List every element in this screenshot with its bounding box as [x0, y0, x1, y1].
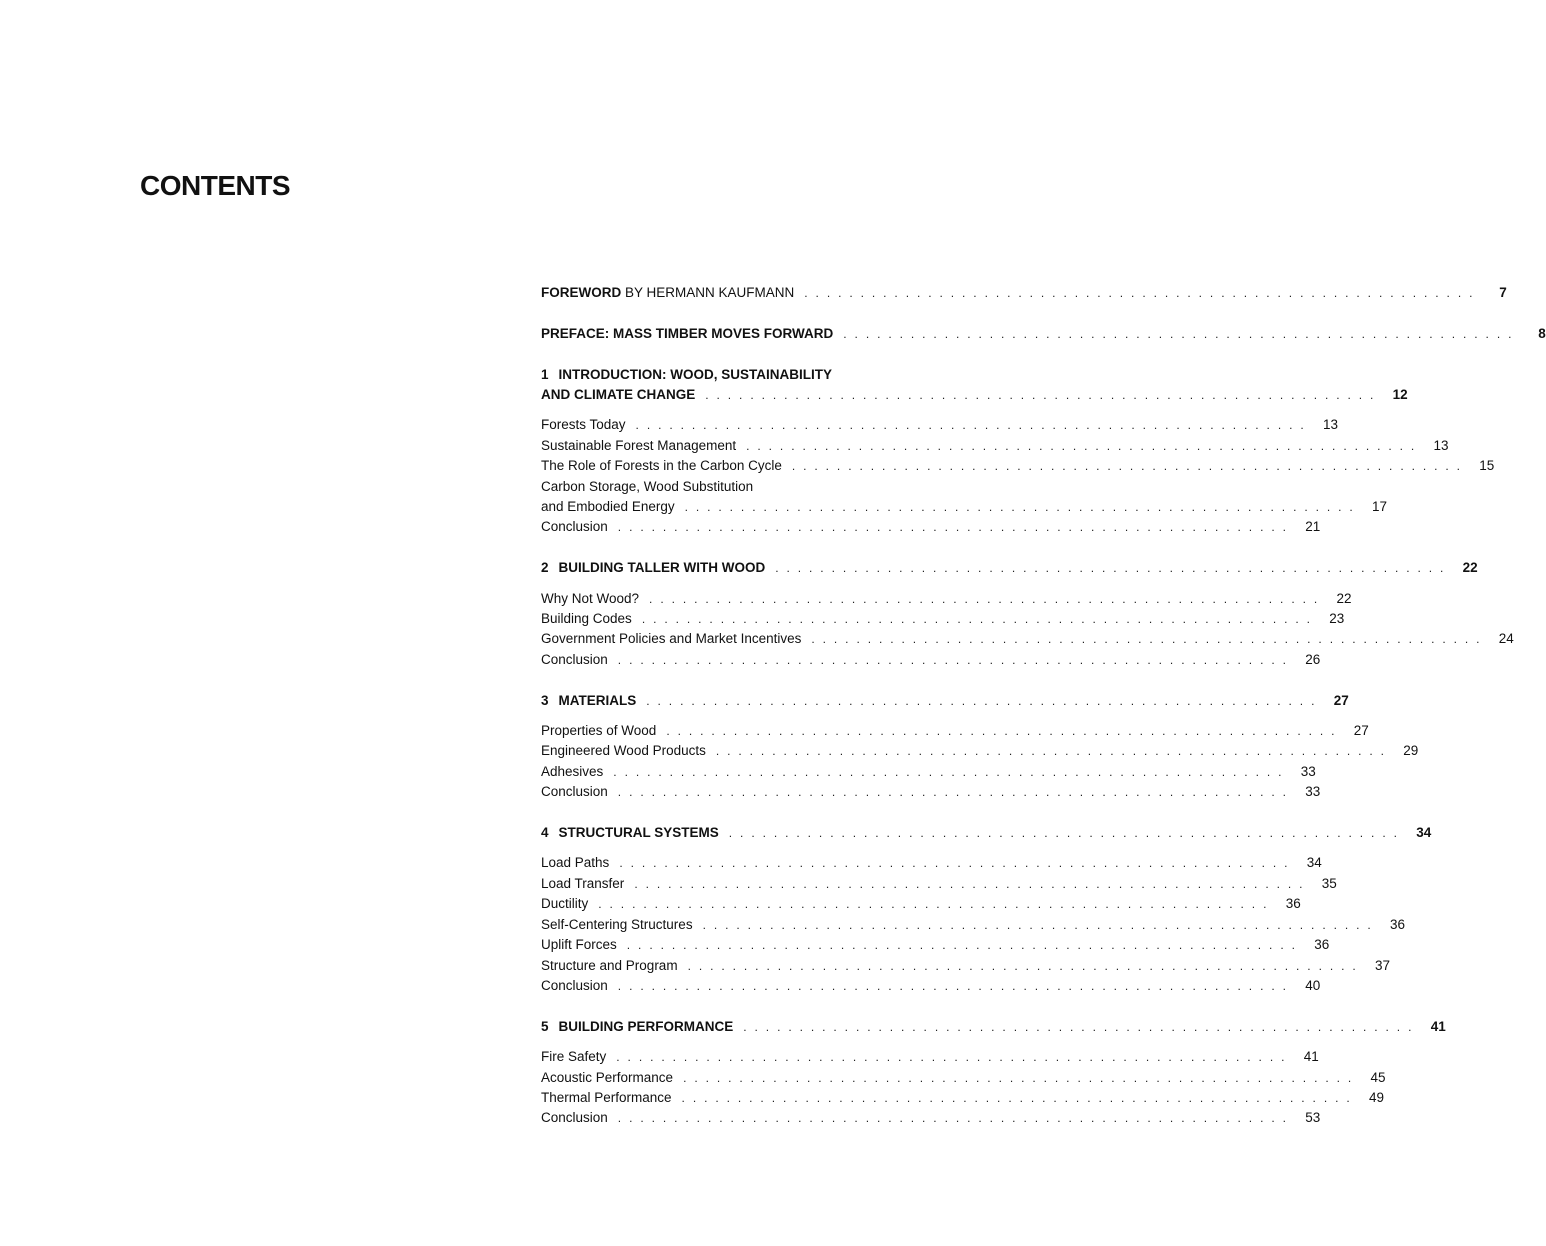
page-number: 45 — [1370, 1069, 1386, 1085]
page-number: 33 — [1305, 784, 1321, 800]
dot-leader: . . . . . . . . . . . . . . . . . . . . . . . . . . . . . . . . . . . . . . . . . . . . . . . . . . . . . . . . . . . . — [775, 561, 1446, 576]
chapter-title: STRUCTURAL SYSTEMS — [558, 825, 719, 841]
spacer — [541, 344, 899, 364]
toc-entry-section[interactable] — [541, 589, 1352, 609]
section-title-line: Carbon Storage, Wood Substitution — [541, 478, 754, 494]
spacer — [541, 579, 899, 589]
toc-entry-section[interactable] — [541, 436, 1449, 456]
dot-leader: . . . . . . . . . . . . . . . . . . . . . . . . . . . . . . . . . . . . . . . . . . . . . . . . . . . . . . . . . . . . — [746, 438, 1417, 453]
dot-leader: . . . . . . . . . . . . . . . . . . . . . . . . . . . . . . . . . . . . . . . . . . . . . . . . . . . . . . . . . . . . — [666, 724, 1337, 739]
entry-label: Building Codes — [541, 611, 632, 627]
dot-leader: . . . . . . . . . . . . . . . . . . . . . . . . . . . . . . . . . . . . . . . . . . . . . . . . . . . . . . . . . . . . — [635, 418, 1306, 433]
dot-leader: . . . . . . . . . . . . . . . . . . . . . . . . . . . . . . . . . . . . . . . . . . . . . . . . . . . . . . . . . . . . — [613, 764, 1284, 779]
entry-label: Conclusion — [541, 784, 608, 800]
dot-leader: . . . . . . . . . . . . . . . . . . . . . . . . . . . . . . . . . . . . . . . . . . . . . . . . . . . . . . . . . . . . — [683, 1070, 1354, 1085]
dot-leader: . . . . . . . . . . . . . . . . . . . . . . . . . . . . . . . . . . . . . . . . . . . . . . . . . . . . . . . . . . . . — [705, 388, 1376, 402]
dot-leader: . . . . . . . . . . . . . . . . . . . . . . . . . . . . . . . . . . . . . . . . . . . . . . . . . . . . . . . . . . . . — [791, 459, 1463, 474]
entry-label — [541, 385, 695, 405]
page-number: 29 — [1403, 743, 1419, 759]
table-of-contents — [541, 283, 1546, 1149]
page-number: 15 — [1479, 458, 1495, 474]
page-number: 26 — [1305, 651, 1321, 667]
toc-entry-section[interactable] — [541, 1068, 1386, 1088]
page-number: 36 — [1390, 916, 1406, 932]
toc-entry-section[interactable] — [541, 1088, 1384, 1108]
chapter-number: 2 — [541, 560, 549, 576]
toc-entry-chapter[interactable] — [541, 1017, 1446, 1037]
toc-entry-section[interactable] — [541, 497, 1388, 517]
entry-label: Uplift Forces — [541, 937, 617, 953]
page-number: 21 — [1305, 519, 1321, 535]
dot-leader: . . . . . . . . . . . . . . . . . . . . . . . . . . . . . . . . . . . . . . . . . . . . . . . . . . . . . . . . . . . . — [811, 632, 1482, 647]
entry-label: Engineered Wood Products — [541, 743, 706, 759]
page-number: 27 — [1333, 692, 1349, 708]
page-number: 22 — [1336, 590, 1352, 606]
toc-entry-section[interactable] — [541, 1047, 1319, 1067]
toc-entry-section[interactable] — [541, 935, 1330, 955]
page-number: 34 — [1416, 825, 1432, 841]
page-number: 36 — [1314, 937, 1330, 953]
page-number: 49 — [1368, 1089, 1384, 1105]
entry-label: Thermal Performance — [541, 1089, 672, 1105]
chapter-title: BUILDING PERFORMANCE — [558, 1018, 734, 1034]
page-number: 40 — [1305, 977, 1321, 993]
entry-label: Sustainable Forest Management — [541, 437, 737, 453]
page-number: 7 — [1499, 285, 1507, 300]
toc-entry-section[interactable] — [541, 976, 1321, 996]
dot-leader: . . . . . . . . . . . . . . . . . . . . . . . . . . . . . . . . . . . . . . . . . . . . . . . . . . . . . . . . . . . . — [617, 652, 1289, 667]
page-number: 13 — [1433, 437, 1449, 453]
page-number: 24 — [1498, 631, 1514, 647]
spacer — [541, 803, 899, 823]
page-number: 13 — [1322, 417, 1338, 433]
entry-label: Structure and Program — [541, 957, 678, 973]
toc-entry-section[interactable] — [541, 874, 1337, 894]
dot-leader: . . . . . . . . . . . . . . . . . . . . . . . . . . . . . . . . . . . . . . . . . . . . . . . . . . . . . . . . . . . . — [641, 612, 1313, 627]
toc-entry-chapter[interactable] — [541, 823, 1432, 843]
dot-leader: . . . . . . . . . . . . . . . . . . . . . . . . . . . . . . . . . . . . . . . . . . . . . . . . . . . . . . . . . . . . — [681, 1090, 1352, 1105]
toc-entry-section[interactable] — [541, 1108, 1321, 1128]
page-number: 23 — [1329, 611, 1345, 627]
page-number: 37 — [1374, 957, 1391, 973]
spacer — [541, 996, 899, 1016]
dot-leader: . . . . . . . . . . . . . . . . . . . . . . . . . . . . . . . . . . . . . . . . . . . . . . . . . . . . . . . . . . . . — [728, 826, 1400, 841]
entry-label — [541, 823, 719, 843]
page-number: 53 — [1305, 1110, 1321, 1126]
entry-label — [541, 691, 636, 711]
page-number: 36 — [1285, 896, 1301, 912]
dot-leader: . . . . . . . . . . . . . . . . . . . . . . . . . . . . . . . . . . . . . . . . . . . . . . . . . . . . . . . . . . . . — [634, 876, 1305, 891]
dot-leader: . . . . . . . . . . . . . . . . . . . . . . . . . . . . . . . . . . . . . . . . . . . . . . . . . . . . . . . . . . . . — [804, 286, 1475, 300]
spacer — [541, 303, 899, 323]
toc-entry-section[interactable] — [541, 650, 1321, 670]
chapter-title-line — [541, 365, 899, 385]
toc-entry-section[interactable] — [541, 915, 1406, 935]
page-title: CONTENTS — [140, 170, 290, 201]
dot-leader: . . . . . . . . . . . . . . . . . . . . . . . . . . . . . . . . . . . . . . . . . . . . . . . . . . . . . . . . . . . . — [687, 958, 1359, 973]
entry-label: Self-Centering Structures — [541, 916, 693, 932]
page-number: 41 — [1430, 1018, 1446, 1034]
entry-label: Ductility — [541, 896, 589, 912]
page-number: 41 — [1303, 1049, 1319, 1065]
toc-entry-section[interactable] — [541, 629, 1514, 649]
chapter-number: 3 — [541, 692, 549, 708]
entry-label: Fire Safety — [541, 1049, 607, 1065]
toc-entry-section[interactable] — [541, 894, 1301, 914]
spacer — [541, 670, 899, 690]
toc-entry-front-matter[interactable] — [541, 324, 1546, 344]
page-number: 35 — [1321, 875, 1337, 891]
entry-label: Conclusion — [541, 977, 608, 993]
dot-leader: . . . . . . . . . . . . . . . . . . . . . . . . . . . . . . . . . . . . . . . . . . . . . . . . . . . . . . . . . . . . — [646, 693, 1317, 708]
dot-leader: . . . . . . . . . . . . . . . . . . . . . . . . . . . . . . . . . . . . . . . . . . . . . . . . . . . . . . . . . . . . — [617, 785, 1289, 800]
entry-label: Why Not Wood? — [541, 590, 640, 606]
dot-leader: . . . . . . . . . . . . . . . . . . . . . . . . . . . . . . . . . . . . . . . . . . . . . . . . . . . . . . . . . . . . — [617, 520, 1289, 535]
entry-label: Conclusion — [541, 651, 608, 667]
entry-label: Properties of Wood — [541, 723, 657, 739]
entry-label: Conclusion — [541, 519, 608, 535]
entry-label: Forests Today — [541, 417, 626, 433]
toc-entry-section[interactable] — [541, 517, 1321, 537]
entry-label: Acoustic Performance — [541, 1069, 674, 1085]
dot-leader: . . . . . . . . . . . . . . . . . . . . . . . . . . . . . . . . . . . . . . . . . . . . . . . . . . . . . . . . . . . . — [598, 897, 1269, 912]
dot-leader: . . . . . . . . . . . . . . . . . . . . . . . . . . . . . . . . . . . . . . . . . . . . . . . . . . . . . . . . . . . . — [649, 591, 1320, 606]
toc-entry-section[interactable] — [541, 782, 1321, 802]
spacer — [541, 1037, 899, 1047]
spacer — [541, 1129, 899, 1149]
dot-leader: . . . . . . . . . . . . . . . . . . . . . . . . . . . . . . . . . . . . . . . . . . . . . . . . . . . . . . . . . . . . — [619, 856, 1290, 871]
dot-leader: . . . . . . . . . . . . . . . . . . . . . . . . . . . . . . . . . . . . . . . . . . . . . . . . . . . . . . . . . . . . — [843, 326, 1514, 341]
toc-entry-front-matter[interactable] — [541, 283, 1507, 303]
entry-label-bold: PREFACE: MASS TIMBER MOVES FORWARD — [541, 325, 834, 341]
toc-entry-section[interactable] — [541, 956, 1391, 976]
entry-label: and Embodied Energy — [541, 499, 675, 515]
page-number: 34 — [1306, 855, 1322, 871]
chapter-title: INTRODUCTION: WOOD, SUSTAINABILITY — [558, 366, 832, 382]
spacer — [541, 711, 899, 721]
dot-leader: . . . . . . . . . . . . . . . . . . . . . . . . . . . . . . . . . . . . . . . . . . . . . . . . . . . . . . . . . . . . — [684, 500, 1356, 515]
toc-entry-section[interactable] — [541, 609, 1345, 629]
chapter-title: AND CLIMATE CHANGE — [541, 387, 696, 402]
page-number: 8 — [1538, 325, 1546, 341]
dot-leader: . . . . . . . . . . . . . . . . . . . . . . . . . . . . . . . . . . . . . . . . . . . . . . . . . . . . . . . . . . . . — [617, 978, 1289, 993]
page-number: 22 — [1462, 560, 1478, 576]
entry-label: Government Policies and Market Incentives — [541, 631, 802, 647]
toc-entry-section[interactable] — [541, 762, 1316, 782]
spacer — [541, 405, 899, 415]
chapter-title: MATERIALS — [558, 692, 637, 708]
toc-entry-chapter[interactable] — [541, 385, 1408, 405]
entry-label-bold: FOREWORD — [541, 285, 622, 300]
toc-entry-section[interactable] — [541, 853, 1322, 873]
dot-leader: . . . . . . . . . . . . . . . . . . . . . . . . . . . . . . . . . . . . . . . . . . . . . . . . . . . . . . . . . . . . — [702, 917, 1374, 932]
dot-leader: . . . . . . . . . . . . . . . . . . . . . . . . . . . . . . . . . . . . . . . . . . . . . . . . . . . . . . . . . . . . — [743, 1019, 1414, 1034]
chapter-number: 1 — [541, 366, 549, 382]
entry-label — [541, 324, 833, 344]
entry-label: Load Transfer — [541, 875, 625, 891]
toc-entry-chapter[interactable] — [541, 558, 1478, 578]
page-number: 12 — [1392, 387, 1408, 402]
entry-label: Conclusion — [541, 1110, 608, 1126]
toc-entry-chapter[interactable] — [541, 691, 1349, 711]
spacer — [541, 538, 899, 558]
dot-leader: . . . . . . . . . . . . . . . . . . . . . . . . . . . . . . . . . . . . . . . . . . . . . . . . . . . . . . . . . . . . — [616, 1050, 1287, 1065]
toc-entry-section[interactable] — [541, 415, 1338, 435]
entry-label — [541, 558, 765, 578]
chapter-number: 4 — [541, 825, 549, 841]
entry-label — [541, 283, 794, 303]
chapter-number: 5 — [541, 1018, 549, 1034]
page-number: 33 — [1300, 763, 1316, 779]
dot-leader: . . . . . . . . . . . . . . . . . . . . . . . . . . . . . . . . . . . . . . . . . . . . . . . . . . . . . . . . . . . . — [715, 744, 1387, 759]
entry-label: Load Paths — [541, 855, 610, 871]
dot-leader: . . . . . . . . . . . . . . . . . . . . . . . . . . . . . . . . . . . . . . . . . . . . . . . . . . . . . . . . . . . . — [617, 1111, 1289, 1126]
page-number: 27 — [1353, 723, 1369, 739]
entry-label — [541, 1017, 733, 1037]
entry-label: Adhesives — [541, 763, 604, 779]
page-number: 17 — [1372, 499, 1388, 515]
dot-leader: . . . . . . . . . . . . . . . . . . . . . . . . . . . . . . . . . . . . . . . . . . . . . . . . . . . . . . . . . . . . — [626, 938, 1298, 953]
toc-entry-section[interactable] — [541, 456, 1495, 476]
entry-label-rest: BY HERMANN KAUFMANN — [621, 285, 795, 300]
entry-label: The Role of Forests in the Carbon Cycle — [541, 458, 782, 474]
toc-entry-section[interactable] — [541, 721, 1369, 741]
chapter-title: BUILDING TALLER WITH WOOD — [558, 560, 766, 576]
toc-entry-section[interactable] — [541, 741, 1419, 761]
spacer — [541, 843, 899, 853]
